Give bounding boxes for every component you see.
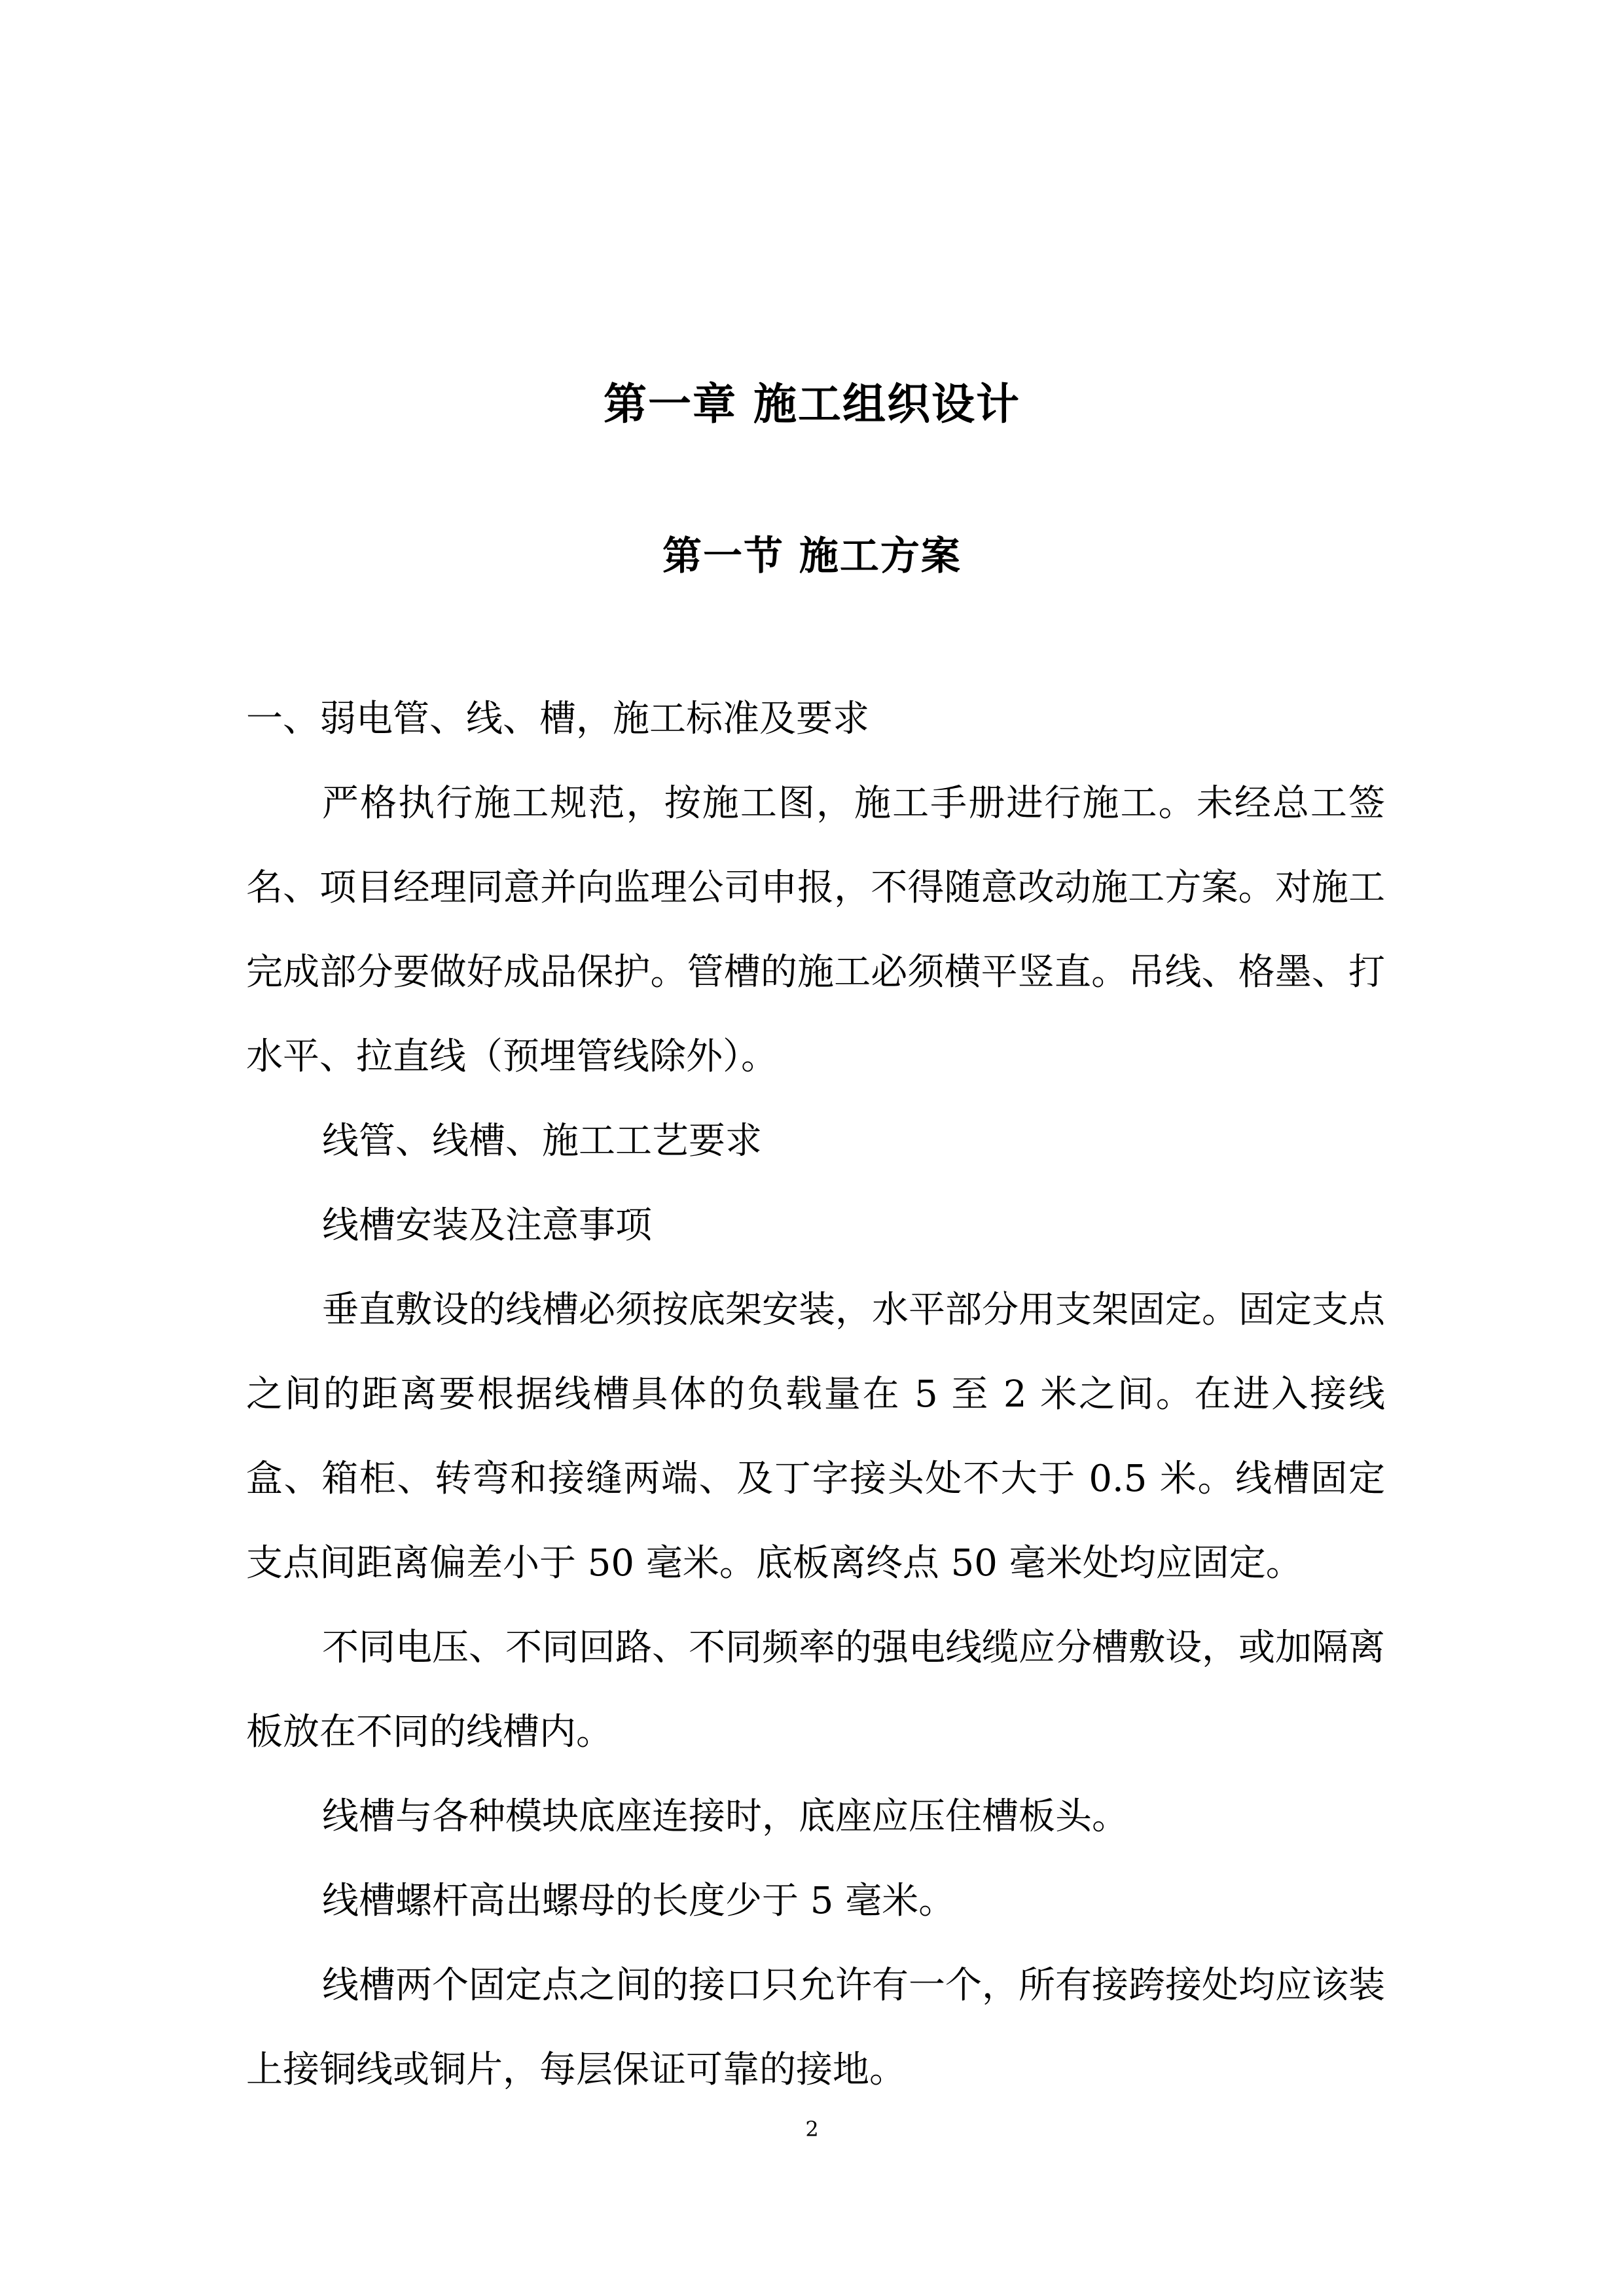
chapter-title: 第一章 施工组织设计 — [604, 379, 1020, 429]
section-title: 第一节 施工方案 — [662, 533, 962, 579]
paragraph: 线槽螺杆高出螺母的长度少于 5 毫米。 — [322, 1880, 956, 1922]
paragraph: 线槽两个固定点之间的接口只允许有一个，所有接跨接处均应该装上接铜线或铜片，每层保证可靠的接地。 — [246, 1964, 1385, 2091]
paragraph: 线槽安装及注意事项 — [322, 1204, 652, 1247]
page-number: 2 — [805, 2117, 819, 2142]
paragraph: 不同电压、不同回路、不同频率的强电线缆应分槽敷设，或加隔离板放在不同的线槽内。 — [246, 1626, 1385, 1753]
paragraph: 线槽与各种模块底座连接时，底座应压住槽板头。 — [322, 1795, 1128, 1838]
document-body — [246, 677, 1385, 2112]
paragraph: 线管、线槽、施工工艺要求 — [322, 1120, 762, 1162]
subheading-weak-current: 一、弱电管、线、槽，施工标准及要求 — [246, 698, 869, 740]
paragraph: 垂直敷设的线槽必须按底架安装，水平部分用支架固定。固定支点之间的距离要根据线槽具体的负载量在 5 至 2 米之间。在进入接线盒、箱柜、转弯和接缝两端、及丁字接头处不大于 0.5 米。线槽固定支点间距离偏差小于 50 毫米。底板离终点 50 毫米处均应固定。 — [246, 1289, 1385, 1585]
paragraph: 严格执行施工规范，按施工图，施工手册进行施工。未经总工签名、项目经理同意并向监理公司申报，不得随意改动施工方案。对施工完成部分要做好成品保护。管槽的施工必须横平竖直。吊线、格墨、打水平、拉直线（预埋管线除外）。 — [246, 782, 1385, 1078]
